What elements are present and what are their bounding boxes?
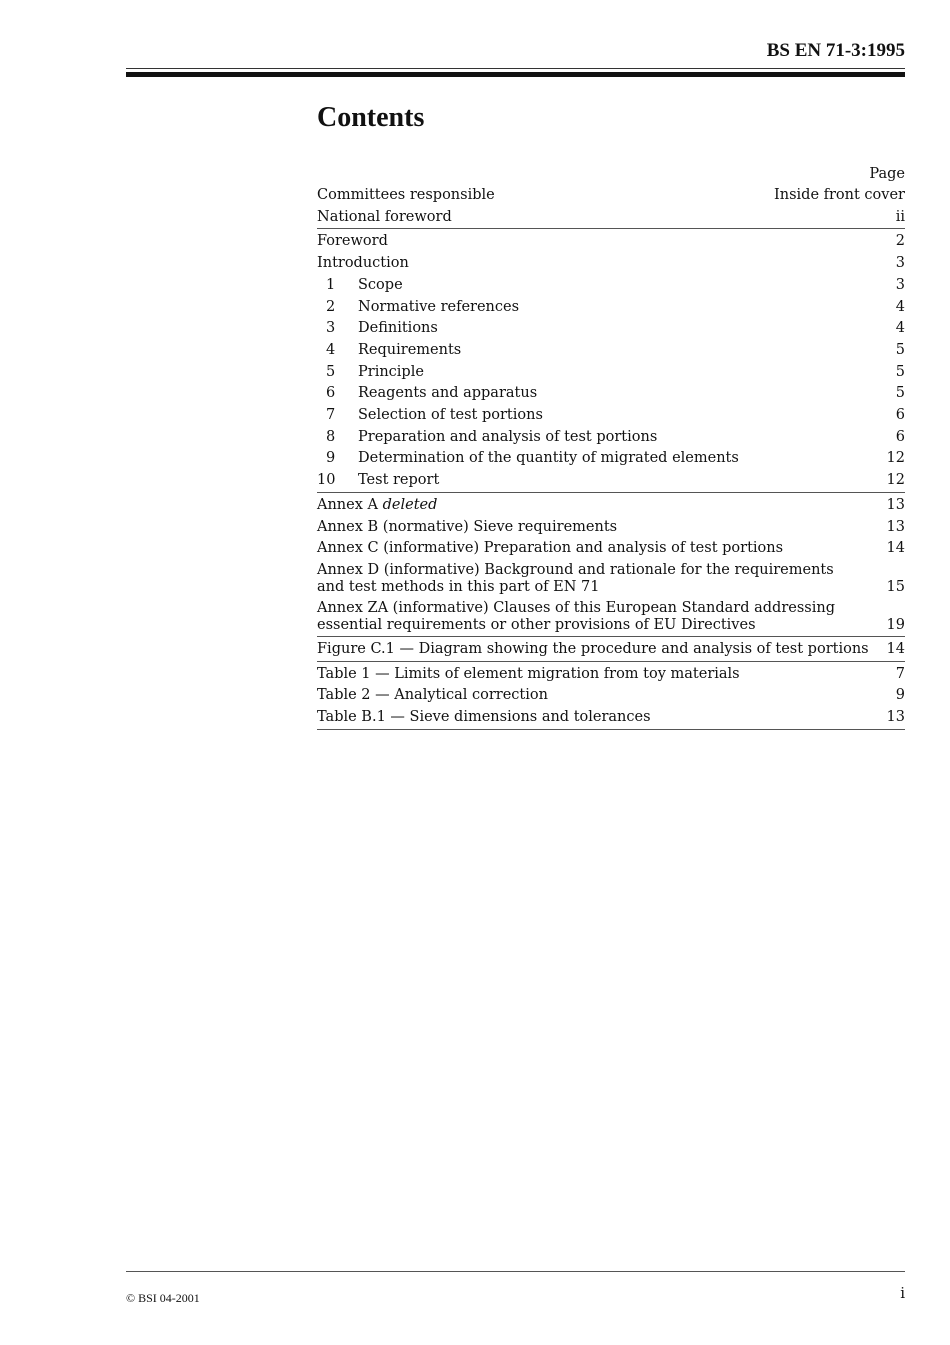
toc-entry[interactable] bbox=[317, 685, 905, 707]
clause-number: 3 bbox=[326, 320, 336, 337]
toc-entry-title bbox=[317, 383, 886, 405]
entry-page-number: 4 bbox=[895, 298, 905, 315]
entry-page-number: 5 bbox=[895, 363, 905, 380]
toc-entry[interactable] bbox=[317, 598, 905, 636]
header-rule-thin bbox=[126, 68, 905, 69]
entry-text: Reagents and apparatus bbox=[358, 385, 538, 402]
clause-number: 6 bbox=[326, 385, 336, 402]
toc-entry[interactable] bbox=[317, 639, 905, 661]
toc-entry[interactable] bbox=[317, 664, 905, 686]
entry-page-number: 13 bbox=[886, 496, 905, 513]
toc-entry[interactable] bbox=[317, 275, 905, 297]
entry-page-number: 13 bbox=[886, 518, 905, 535]
entry-page-number: 19 bbox=[886, 616, 905, 633]
toc-group bbox=[317, 185, 905, 229]
entry-page-number: 3 bbox=[895, 276, 905, 293]
toc-entry-title bbox=[317, 560, 877, 598]
toc-group bbox=[317, 493, 905, 637]
toc-entry[interactable] bbox=[317, 340, 905, 362]
toc-entry-title bbox=[317, 495, 877, 517]
clause-number: 7 bbox=[326, 407, 336, 424]
toc-entry[interactable] bbox=[317, 383, 905, 405]
toc-entry[interactable] bbox=[317, 448, 905, 470]
entry-page-number: 4 bbox=[895, 320, 905, 337]
entry-page-number: 14 bbox=[886, 640, 905, 657]
entry-text: Foreword bbox=[317, 233, 388, 250]
toc-entry-title bbox=[317, 318, 886, 340]
page-title: Contents bbox=[317, 102, 425, 133]
entry-page-number: ii bbox=[895, 208, 905, 225]
toc-entry-title bbox=[317, 253, 886, 275]
entry-text: Requirements bbox=[358, 341, 462, 358]
entry-page-number: 2 bbox=[895, 233, 905, 250]
toc-entry-title bbox=[317, 598, 877, 636]
entry-text: Annex A bbox=[317, 496, 383, 513]
entry-text: Determination of the quantity of migrated elements bbox=[358, 450, 739, 467]
toc-entry[interactable] bbox=[317, 560, 905, 598]
entry-text: Preparation and analysis of test portions bbox=[358, 428, 658, 445]
entry-text: Annex B (normative) Sieve requirements bbox=[317, 518, 618, 535]
toc-entry-title bbox=[317, 275, 886, 297]
entry-text: National foreword bbox=[317, 208, 452, 225]
entry-text: Test report bbox=[358, 472, 440, 489]
toc-entry-title bbox=[317, 707, 877, 729]
toc-entry-title bbox=[317, 470, 877, 492]
clause-number: 8 bbox=[326, 428, 336, 445]
entry-page-number: 15 bbox=[886, 578, 905, 595]
entry-text: Table 1 — Limits of element migration from toy materials bbox=[317, 665, 740, 682]
table-of-contents bbox=[317, 163, 905, 730]
entry-page-number: 3 bbox=[895, 255, 905, 272]
toc-entry-title bbox=[317, 362, 886, 384]
toc-entry[interactable] bbox=[317, 707, 905, 729]
entry-text-continued: and test methods in this part of EN 71 bbox=[317, 578, 600, 595]
entry-text-continued: essential requirements or other provisions of EU Directives bbox=[317, 616, 756, 633]
toc-entry-title bbox=[317, 207, 886, 229]
toc-entry-title bbox=[317, 185, 764, 207]
toc-entry-title bbox=[317, 297, 886, 319]
entry-text: Principle bbox=[358, 363, 424, 380]
toc-entry-title bbox=[317, 340, 886, 362]
entry-page-number: Inside front cover bbox=[774, 187, 905, 203]
toc-entry[interactable] bbox=[317, 231, 905, 253]
entry-text: Selection of test portions bbox=[358, 407, 543, 424]
toc-entry-title bbox=[317, 538, 877, 560]
entry-page-number: 9 bbox=[895, 687, 905, 704]
entry-page-number: 6 bbox=[895, 407, 905, 424]
entry-text: Definitions bbox=[358, 320, 438, 337]
entry-text: Scope bbox=[358, 276, 403, 293]
entry-page-number: 5 bbox=[895, 385, 905, 402]
entry-text: Introduction bbox=[317, 255, 409, 272]
toc-entry-title bbox=[317, 448, 877, 470]
toc-entry[interactable] bbox=[317, 405, 905, 427]
entry-text: Annex D (informative) Background and rationale for the requirements bbox=[317, 561, 834, 578]
toc-entry-title bbox=[317, 685, 886, 707]
entry-text: Annex C (informative) Preparation and analysis of test portions bbox=[317, 540, 784, 557]
entry-italic-text: deleted bbox=[382, 496, 438, 513]
toc-entry[interactable] bbox=[317, 470, 905, 492]
toc-entry-title bbox=[317, 405, 886, 427]
toc-entry[interactable] bbox=[317, 297, 905, 319]
toc-entry[interactable] bbox=[317, 517, 905, 539]
clause-number: 5 bbox=[326, 363, 336, 380]
entry-page-number: 13 bbox=[886, 709, 905, 726]
entry-page-number: 12 bbox=[886, 472, 905, 489]
toc-entry-title bbox=[317, 664, 886, 686]
toc-groups bbox=[317, 185, 905, 730]
clause-number: 1 bbox=[326, 276, 336, 293]
entry-text: Figure C.1 — Diagram showing the procedure and analysis of test portions bbox=[317, 640, 869, 657]
entry-page-number: 12 bbox=[886, 450, 905, 467]
toc-entry[interactable] bbox=[317, 253, 905, 275]
toc-entry[interactable] bbox=[317, 185, 905, 207]
entry-text: Committees responsible bbox=[317, 187, 495, 203]
clause-number: 9 bbox=[326, 450, 336, 467]
toc-entry-title bbox=[317, 517, 877, 539]
page-number: i bbox=[900, 1284, 905, 1302]
toc-entry[interactable] bbox=[317, 427, 905, 449]
clause-number: 10 bbox=[317, 472, 336, 489]
toc-entry[interactable] bbox=[317, 495, 905, 517]
toc-entry-title bbox=[317, 231, 886, 253]
clause-number: 2 bbox=[326, 298, 336, 315]
toc-entry[interactable] bbox=[317, 207, 905, 229]
entry-text: Table 2 — Analytical correction bbox=[317, 687, 548, 704]
copyright: © BSI 04-2001 bbox=[126, 1291, 200, 1305]
entry-page-number: 6 bbox=[895, 428, 905, 445]
entry-page-number: 7 bbox=[895, 665, 905, 682]
entry-text: Normative references bbox=[358, 298, 520, 315]
entry-page-number: 14 bbox=[886, 540, 905, 557]
toc-entry[interactable] bbox=[317, 362, 905, 384]
entry-text: Table B.1 — Sieve dimensions and tolerances bbox=[317, 709, 651, 726]
standard-code: BS EN 71-3:1995 bbox=[766, 40, 905, 61]
toc-entry[interactable] bbox=[317, 318, 905, 340]
page-column-label: Page bbox=[869, 166, 905, 182]
toc-group bbox=[317, 662, 905, 730]
header-rule-thick bbox=[126, 72, 905, 77]
toc-entry-title bbox=[317, 427, 886, 449]
toc-group bbox=[317, 637, 905, 662]
toc-entry-title bbox=[317, 639, 877, 661]
toc-group bbox=[317, 229, 905, 492]
entry-page-number: 5 bbox=[895, 341, 905, 358]
clause-number: 4 bbox=[326, 341, 336, 358]
entry-text: Annex ZA (informative) Clauses of this European Standard addressing bbox=[317, 599, 835, 616]
footer-rule bbox=[126, 1271, 905, 1272]
toc-entry[interactable] bbox=[317, 538, 905, 560]
